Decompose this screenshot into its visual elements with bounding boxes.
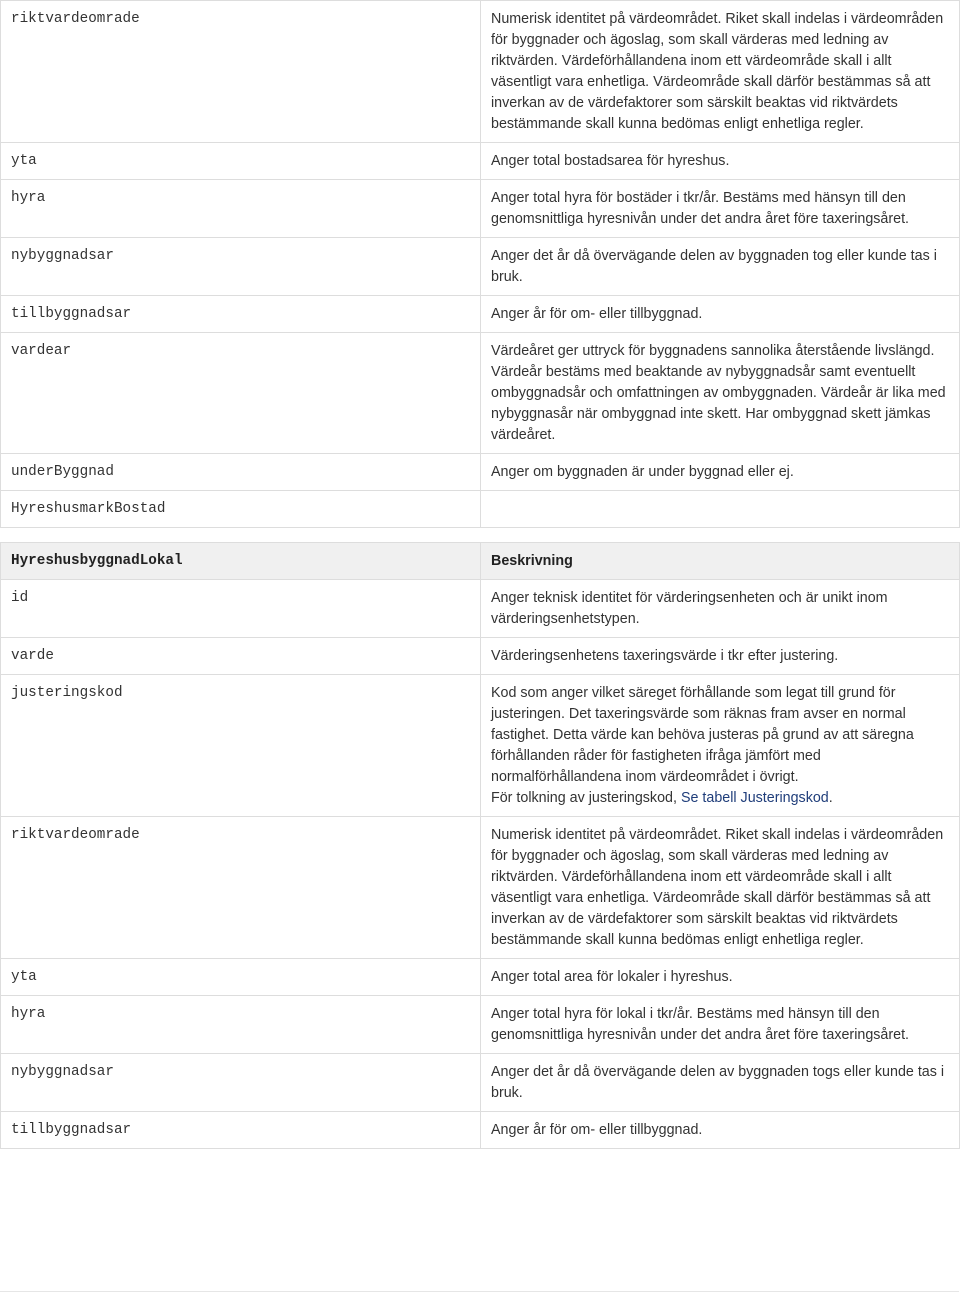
table-row	[1, 1, 960, 143]
table-row	[1, 180, 960, 238]
attribute-description: Värdeåret ger uttryck för byggnadens sannolika återstående livslängd. Värdeår bestäms med beaktande av nybyggnadsår samt eventuellt ombyggnadsår och omfattningen av ombyggnaden. Värdeår är lika med nybyggnasår när ombyggnad inte skett. Har ombyggnad skett jämkas värdeåret.	[481, 333, 960, 454]
attribute-description	[481, 675, 960, 817]
attribute-description: Anger om byggnaden är under byggnad eller ej.	[481, 454, 960, 491]
entity-name-header: HyreshusbyggnadLokal	[1, 543, 481, 580]
justeringskod-table-link[interactable]: Se tabell Justeringskod	[680, 790, 829, 806]
attribute-description: Anger år för om- eller tillbyggnad.	[481, 1112, 960, 1149]
attribute-name: yta	[1, 143, 481, 180]
attribute-description: Anger total area för lokaler i hyreshus.	[481, 959, 960, 996]
attribute-name: nybyggnadsar	[1, 238, 481, 296]
attribute-name: riktvardeomrade	[1, 817, 481, 959]
table-row	[1, 333, 960, 454]
attribute-name: id	[1, 580, 481, 638]
attribute-description: Anger total hyra för bostäder i tkr/år. Bestäms med hänsyn till den genomsnittliga hyresnivån under det andra året före taxeringsåret.	[481, 180, 960, 238]
attribute-name: hyra	[1, 180, 481, 238]
attribute-name: HyreshusmarkBostad	[1, 491, 481, 528]
attribute-name: varde	[1, 638, 481, 675]
attribute-description: Anger det år då övervägande delen av byggnaden tog eller kunde tas i bruk.	[481, 238, 960, 296]
page-bottom-divider	[0, 1291, 959, 1292]
table-row	[1, 996, 960, 1054]
attribute-description: Anger år för om- eller tillbyggnad.	[481, 296, 960, 333]
attribute-description: Numerisk identitet på värdeområdet. Riket skall indelas i värdeområden för byggnader och ägoslag, som skall värderas med ledning av riktvärden. Värdeförhållandena inom ett värdeområde skall i allt väsentligt vara enhetliga. Värdeområde skall därför bestämmas så att inverkan av de värdefaktorer som särskilt beaktas vid riktvärdets bestämmande skall kunna bedömas enligt enhetliga regler.	[481, 817, 960, 959]
table-row	[1, 491, 960, 528]
attribute-name: tillbyggnadsar	[1, 296, 481, 333]
note-prefix: För tolkning av justeringskod,	[491, 790, 681, 806]
attribute-table-bostad	[0, 0, 960, 528]
attribute-description: Numerisk identitet på värdeområdet. Riket skall indelas i värdeområden för byggnader och ägoslag, som skall värderas med ledning av riktvärden. Värdeförhållandena inom ett värdeområde skall i allt väsentligt vara enhetliga. Värdeområde skall därför bestämmas så att inverkan av de värdefaktorer som särskilt beaktas vid riktvärdets bestämmande skall kunna bedömas enligt enhetliga regler.	[481, 1, 960, 143]
attribute-description: Anger teknisk identitet för värderingsenheten och är unikt inom värderingsenhetstypen.	[481, 580, 960, 638]
attribute-name: tillbyggnadsar	[1, 1112, 481, 1149]
table-header-row	[1, 543, 960, 580]
attribute-description: Värderingsenhetens taxeringsvärde i tkr efter justering.	[481, 638, 960, 675]
attribute-name: vardear	[1, 333, 481, 454]
table-row	[1, 580, 960, 638]
attribute-description: Anger total bostadsarea för hyreshus.	[481, 143, 960, 180]
table-row	[1, 143, 960, 180]
table-row	[1, 454, 960, 491]
table-row	[1, 959, 960, 996]
attribute-description: Anger total hyra för lokal i tkr/år. Bestäms med hänsyn till den genomsnittliga hyresnivån under det andra året före taxeringsåret.	[481, 996, 960, 1054]
description-header: Beskrivning	[481, 543, 960, 580]
attribute-table-lokal	[0, 542, 960, 1149]
attribute-name: yta	[1, 959, 481, 996]
table-row	[1, 638, 960, 675]
justeringskod-text: Kod som anger vilket säreget förhållande som legat till grund för justeringen. Det taxeringsvärde som räknas fram avser en normal fastighet. Detta värde kan behöva justeras på grund av att säregna förhållanden råder för fastigheten ifråga jämfört med normalförhållandena inom värdeområdet i övrigt.	[491, 685, 914, 785]
attribute-name: underByggnad	[1, 454, 481, 491]
attribute-name: riktvardeomrade	[1, 1, 481, 143]
note-suffix: .	[828, 790, 833, 806]
attribute-name: hyra	[1, 996, 481, 1054]
attribute-name: justeringskod	[1, 675, 481, 817]
table-row	[1, 1112, 960, 1149]
justeringskod-note	[491, 788, 949, 809]
attribute-description	[481, 491, 960, 528]
table-row	[1, 675, 960, 817]
table-row	[1, 238, 960, 296]
attribute-name: nybyggnadsar	[1, 1054, 481, 1112]
table-row	[1, 817, 960, 959]
table-row	[1, 296, 960, 333]
table-spacer	[0, 528, 960, 542]
table-row	[1, 1054, 960, 1112]
attribute-description: Anger det år då övervägande delen av byggnaden togs eller kunde tas i bruk.	[481, 1054, 960, 1112]
